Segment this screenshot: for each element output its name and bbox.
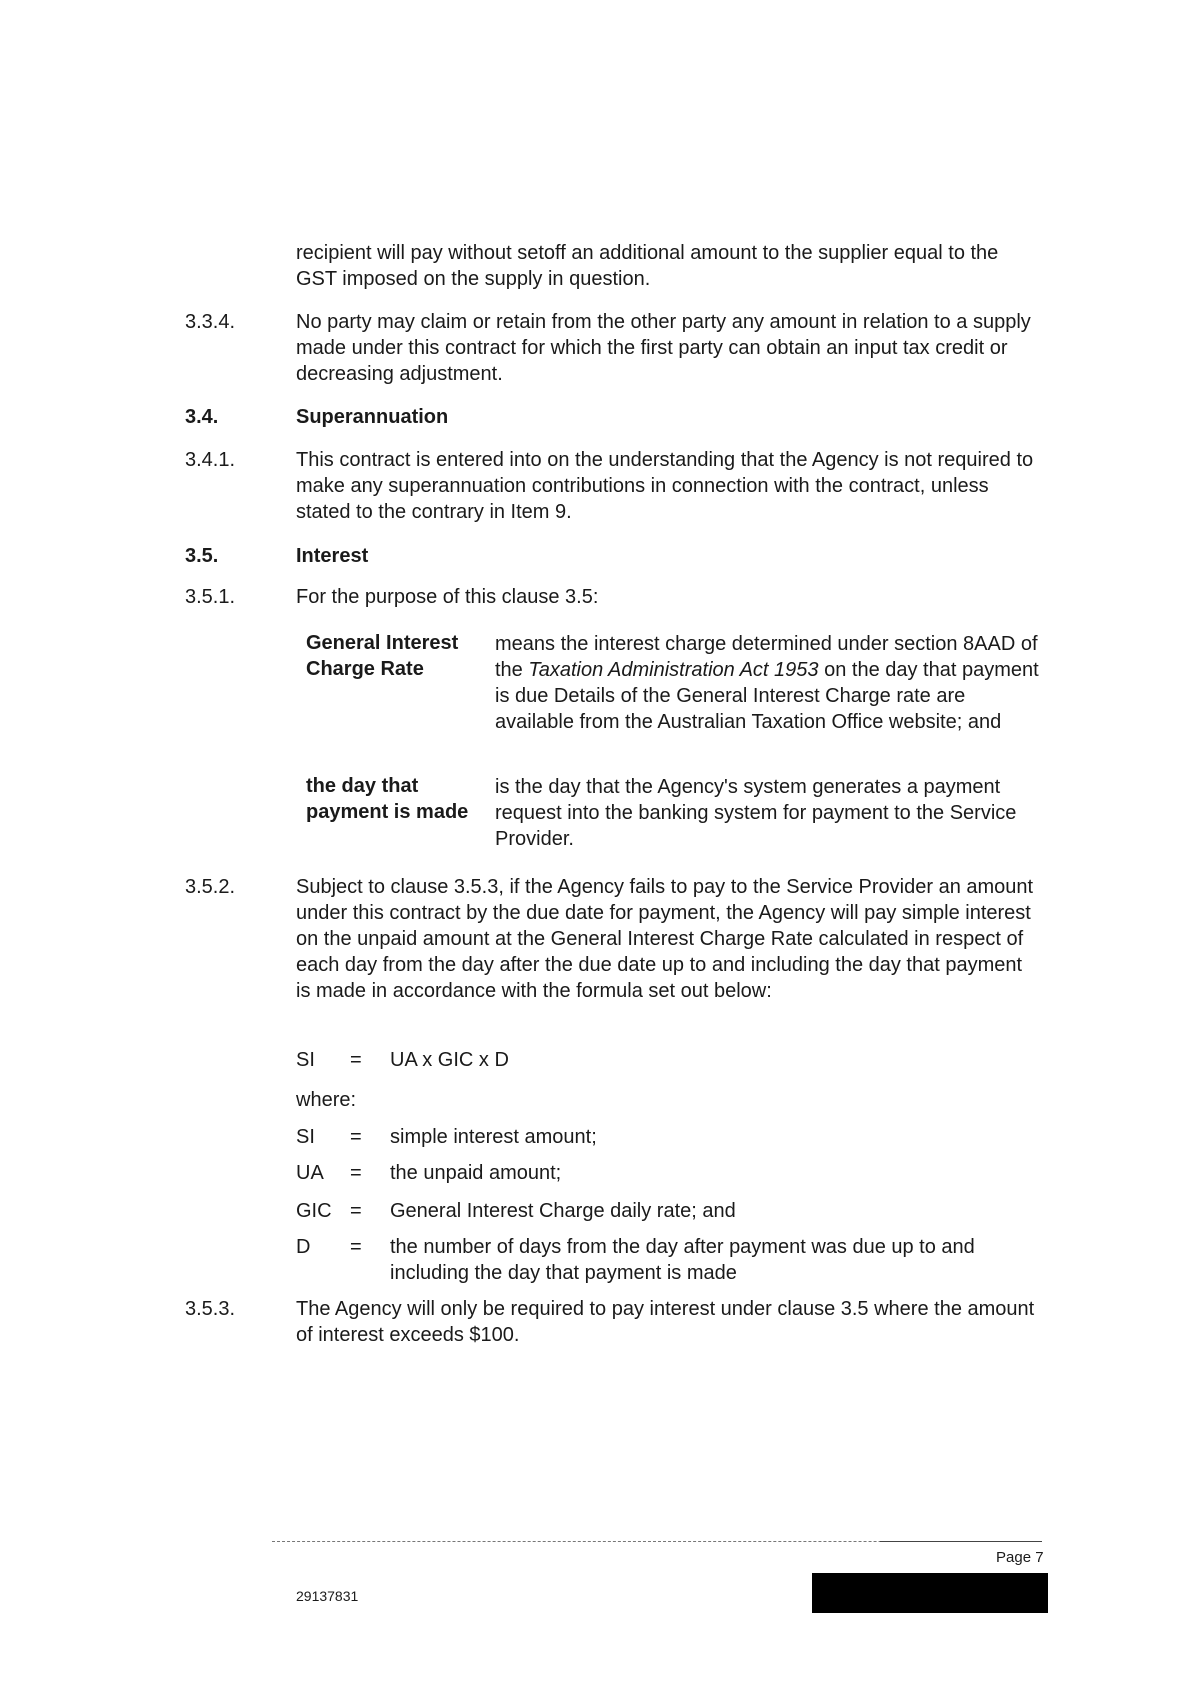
formula-rhs: UA x GIC x D [390,1049,509,1071]
clause-3-5-3-text: The Agency will only be required to pay interest under clause 3.5 where the amount of interest exceeds $100. [296,1298,1035,1346]
definition-term-general-interest-charge-rate: General Interest Charge Rate [306,632,459,680]
formula-equals: = [350,1049,362,1071]
variable-description: the unpaid amount; [390,1162,562,1184]
variable-symbol: SI [296,1126,315,1148]
definition-text-part: means the interest charge determined under section 8AAD of the [495,633,1038,681]
redaction-block [812,1573,1048,1613]
variable-symbol: UA [296,1162,324,1184]
footer-rule-solid [880,1541,1042,1542]
page-number: Page 7 [996,1549,1044,1566]
document-id: 29137831 [296,1588,359,1604]
variable-description: General Interest Charge daily rate; and [390,1200,736,1222]
variable-equals: = [350,1236,362,1258]
where-label: where: [296,1089,357,1111]
definition-text-general-interest-charge-rate [495,631,1040,735]
variable-symbol: D [296,1236,311,1258]
clause-number-3-3-4: 3.3.4. [185,311,236,333]
section-number-3-5: 3.5. [185,545,219,567]
definition-text-part: on the day that payment is due Details of the General Interest Charge rate are available from the Australian Taxation Office website; and [495,659,1039,733]
variable-equals: = [350,1126,362,1148]
definition-term-day-payment-made: the day that payment is made [306,775,469,823]
variable-equals: = [350,1200,362,1222]
variable-symbol: GIC [296,1200,332,1222]
section-heading-superannuation: Superannuation [296,406,449,428]
section-number-3-4: 3.4. [185,406,219,428]
variable-equals: = [350,1162,362,1184]
clause-3-5-2-text: Subject to clause 3.5.3, if the Agency fails to pay to the Service Provider an amount under this contract by the due date for payment, the Agency will pay simple interest on the unpaid amount at the General Interest Charge Rate calculated in respect of each day from the day after the due date up to and including the day that payment is made in accordance with the formula set out below: [296,876,1034,1002]
clause-number-3-4-1: 3.4.1. [185,449,236,471]
act-title: Taxation Administration Act 1953 [528,659,819,681]
clause-number-3-5-3: 3.5.3. [185,1298,236,1320]
continuation-paragraph: recipient will pay without setoff an additional amount to the supplier equal to the GST imposed on the supply in question. [296,242,999,290]
clause-3-5-1-text: For the purpose of this clause 3.5: [296,586,599,608]
section-heading-interest: Interest [296,545,369,567]
clause-3-4-1-text: This contract is entered into on the understanding that the Agency is not required to make any superannuation contributions in connection with the contract, unless stated to the contrary in Item 9. [296,449,1034,523]
variable-description: simple interest amount; [390,1126,597,1148]
clause-number-3-5-2: 3.5.2. [185,876,236,898]
variable-description: the number of days from the day after payment was due up to and including the day that payment is made [390,1236,975,1284]
clause-number-3-5-1: 3.5.1. [185,586,236,608]
clause-3-3-4-text: No party may claim or retain from the other party any amount in relation to a supply made under this contract for which the first party can obtain an input tax credit or decreasing adjustment. [296,311,1031,385]
definition-text-day-payment-made: is the day that the Agency's system generates a payment request into the banking system for payment to the Service Provider. [495,776,1017,850]
formula-lhs: SI [296,1049,315,1071]
